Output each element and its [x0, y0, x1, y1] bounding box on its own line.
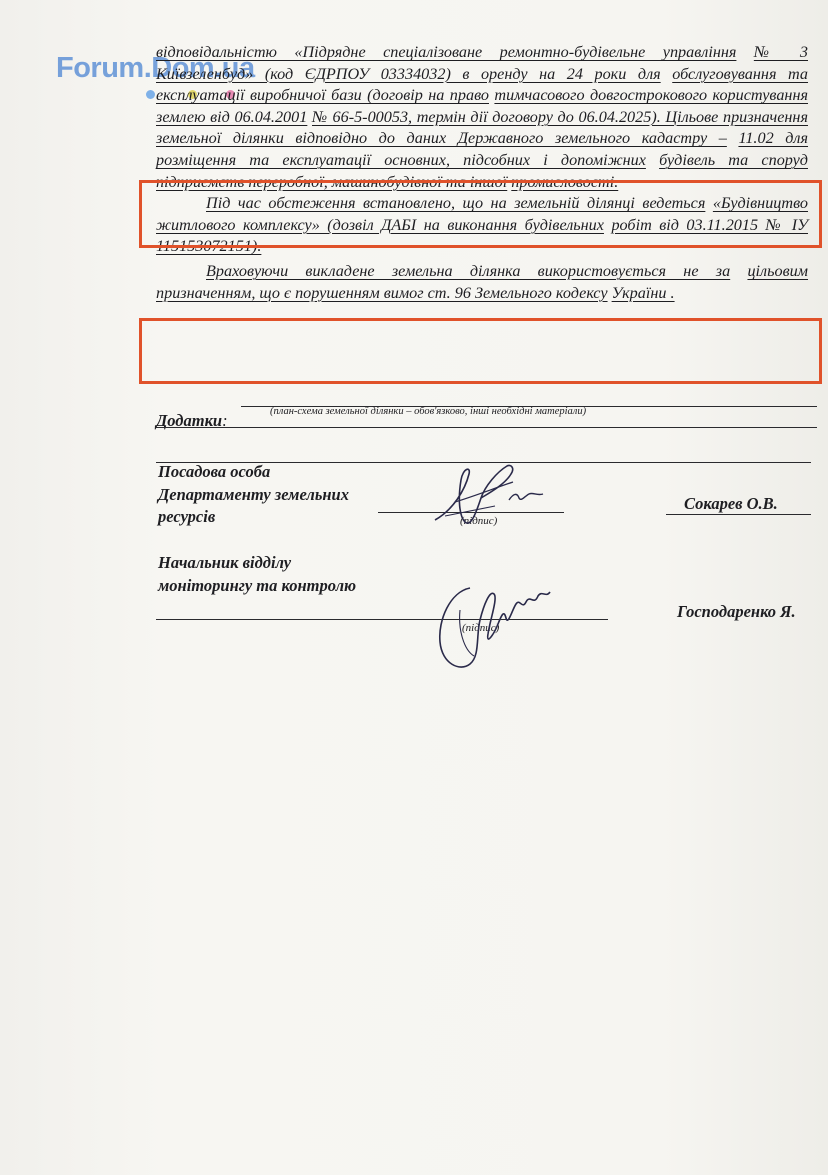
attachments-label: Додатки:: [156, 411, 228, 430]
text-line: цільовим призначенням, що є порушенням вимог ст. 96 Земельного кодексу: [156, 261, 809, 302]
highlight-box-violation: [139, 318, 822, 384]
text-line: промисловості.: [511, 172, 619, 191]
text-line: № 3 Київзеленбуд» (код ЄДРПОУ 03334032) в оренду на 24 роки для: [156, 43, 808, 83]
watermark-logo: Forum.Dom.ua: [56, 52, 255, 84]
position-line: Посадова особа: [158, 462, 271, 481]
signatory-1-name: Сокарев О.В.: [684, 494, 778, 513]
position-line: ресурсів: [158, 507, 216, 526]
text-line: земельної ділянки відповідно до даних Державного земельного кадастру –: [156, 129, 727, 148]
text-line: № 66-5-00053, термін дії договору до 06.04.2025). Цільове призначення: [312, 107, 808, 126]
document-body: [156, 42, 808, 304]
text-line: України .: [611, 283, 675, 302]
handwritten-signature-2: [430, 580, 560, 675]
text-line: Враховуючи викладене земельна ділянка використовується не за: [206, 261, 731, 280]
position-line: моніторингу та контролю: [158, 575, 357, 595]
position-line: Департаменту земельних: [158, 484, 349, 504]
paragraph-lease: [156, 42, 808, 193]
text-line: «Будівництво житлового комплексу» (дозвіл ДАБІ на виконання будівельних: [156, 194, 808, 234]
signature-caption-2: (підпис): [462, 622, 500, 634]
text-line: тимчасового довгострокового користування землею від 06.04.2001: [156, 86, 808, 126]
text-line: Під час обстеження встановлено, що на земельній ділянці ведеться: [206, 194, 706, 213]
paragraph-conclusion: [156, 261, 808, 304]
signature-caption-1: (підпис): [460, 515, 498, 527]
signatory-2-position: [158, 552, 356, 597]
attachments-line-2: [156, 427, 817, 428]
handwritten-signature-1: [425, 458, 555, 533]
text-line: 11.02 для розміщення та експлуатації основних, підсобних і допоміжних: [156, 129, 809, 169]
attachments-note: (план-схема земельної ділянки – обов'язково, інші необхідні матеріали): [270, 406, 587, 417]
text-line: обслуговування та експлуатації виробничої бази (договір на право: [156, 64, 809, 105]
signatory-2-name: Господаренко Я.: [677, 602, 796, 621]
text-line: робіт від 03.11.2015 № ІУ 115153072151).: [156, 215, 808, 256]
name-line-1: [666, 514, 811, 515]
signatory-1-position: [158, 461, 349, 529]
position-line: Начальник відділу: [158, 553, 292, 572]
text-line: будівель та споруд підприємств переробної, машинобудівної та іншої: [156, 150, 808, 191]
highlight-box-purpose: [139, 180, 822, 248]
text-line: відповідальністю «Підрядне спеціалізоване ремонтно-будівельне управління: [156, 43, 737, 61]
